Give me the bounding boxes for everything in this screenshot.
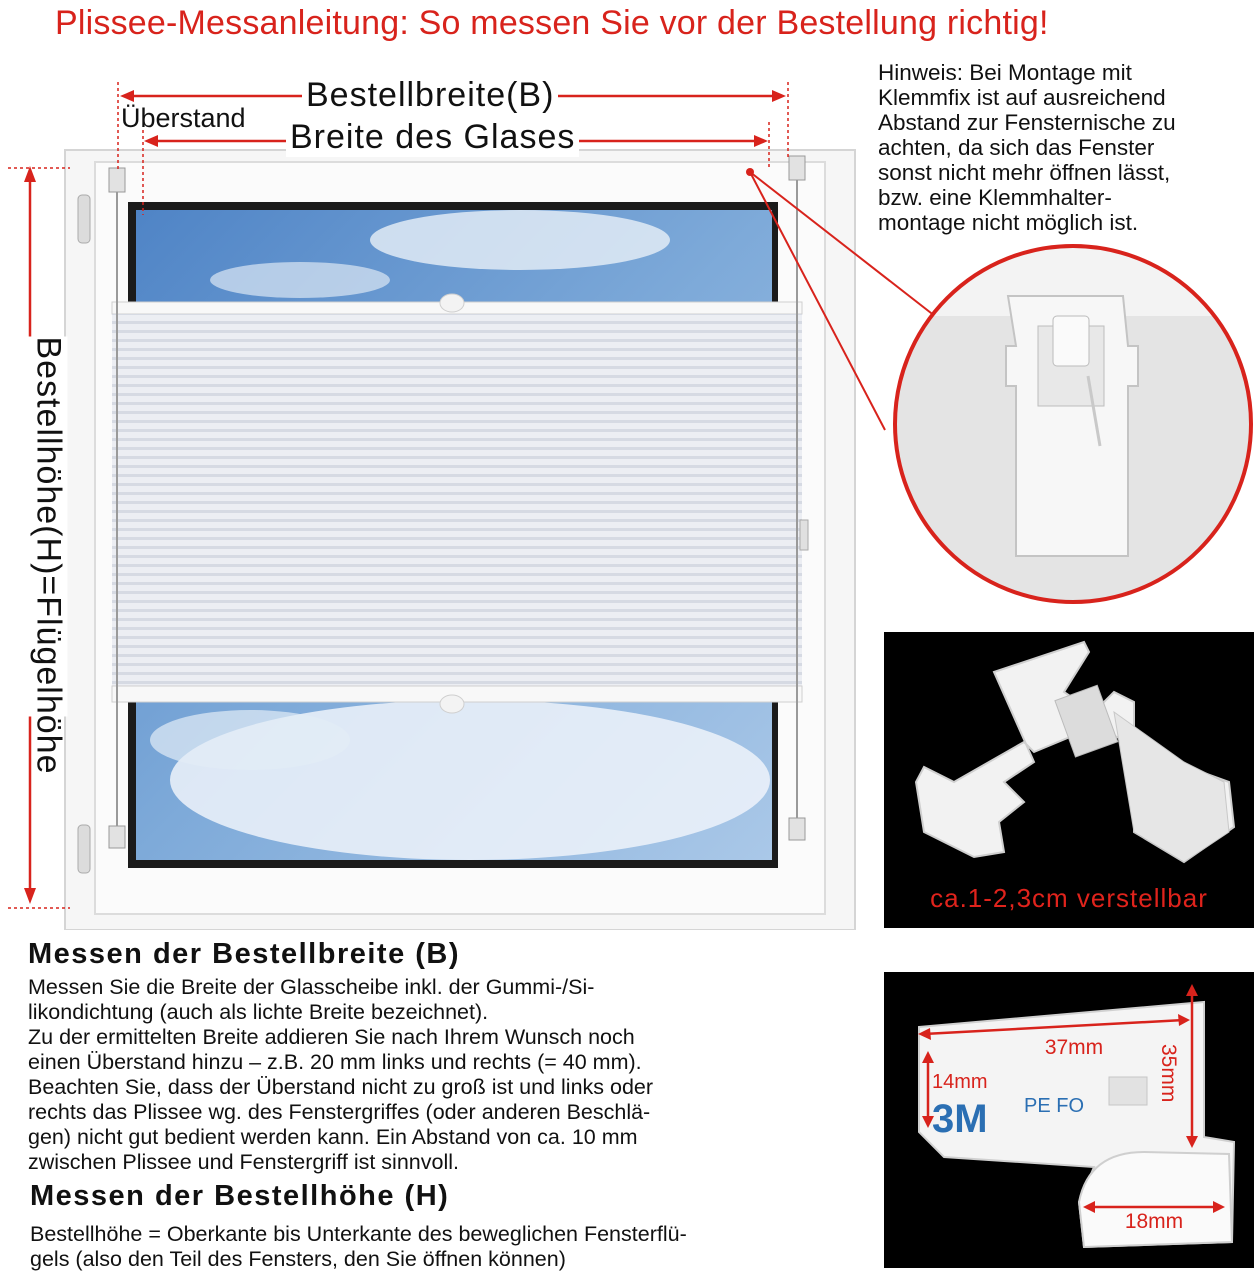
adjustable-range-label: ca.1-2,3cm verstellbar bbox=[930, 883, 1208, 913]
clip-dimension-drawing bbox=[884, 972, 1254, 1268]
blind-handle bbox=[440, 695, 464, 713]
order-height-label: Bestellhöhe(H)=Flügelhöhe bbox=[29, 336, 68, 775]
height-instructions: Bestellhöhe = Oberkante bis Unterkante des beweglichen Fensterflü- gels (also den Teil des Fensters, den Sie öffnen können) bbox=[30, 1222, 687, 1271]
tape-text: PE FO bbox=[1024, 1095, 1085, 1117]
page-title: Plissee-Messanleitung: So messen Sie vor der Bestellung richtig! bbox=[55, 4, 1049, 42]
clip-photo-adjustable bbox=[884, 632, 1254, 928]
height-dimension: 35mm bbox=[1157, 1044, 1180, 1103]
mounting-hint: Hinweis: Bei Montage mit Klemmfix ist auf ausreichend Abstand zur Fensternische zu achten, da sich das Fenster sonst nicht mehr öffnen lässt, bzw. eine Klemmhalter- montage nicht möglich ist. bbox=[878, 60, 1176, 235]
pleated-fabric bbox=[112, 314, 802, 686]
clip-mount bbox=[109, 168, 125, 192]
clip-mount bbox=[789, 818, 805, 840]
clip-zoom-circle bbox=[888, 236, 1258, 616]
blind-handle bbox=[440, 294, 464, 312]
foot-dimension: 18mm bbox=[1124, 1210, 1184, 1233]
glass-width-label: Breite des Glases bbox=[286, 118, 579, 157]
clip-mount bbox=[109, 826, 125, 848]
clip-photo-dimensions bbox=[884, 972, 1254, 1268]
order-width-label: Bestellbreite(B) bbox=[302, 76, 558, 115]
cloud bbox=[150, 710, 350, 770]
hinge bbox=[78, 825, 90, 873]
width-instructions: Messen Sie die Breite der Glasscheibe inkl. der Gummi-/Si- likondichtung (auch als lichte Breite bezeichnet). Zu der ermittelten Breite addieren Sie nach Ihrem Wunsch noch einen Überstand hinzu – z.B. 20 mm links und rechts (= 40 mm). Beachten Sie, dass der Überstand nicht zu groß ist und links oder rechts das Plissee wg. des Fenstergriffes (oder anderen Beschlä- gen) nicht gut bedient werden kann. Ein Abstand von ca. 10 mm zwischen Plissee und Fenstergriff ist sinnvoll. bbox=[28, 975, 654, 1174]
width-heading: Messen der Bestellbreite (B) bbox=[28, 938, 461, 970]
cloud bbox=[210, 262, 390, 298]
width-dimension: 37mm bbox=[1044, 1036, 1104, 1059]
hinge bbox=[78, 195, 90, 243]
clip-bracket-image bbox=[884, 632, 1254, 872]
cloud bbox=[370, 210, 670, 270]
tape-brand: 3M bbox=[932, 1097, 988, 1141]
depth-dimension: 14mm bbox=[932, 1071, 988, 1093]
overhang-label: Überstand bbox=[121, 103, 246, 133]
height-heading: Messen der Bestellhöhe (H) bbox=[30, 1180, 450, 1212]
